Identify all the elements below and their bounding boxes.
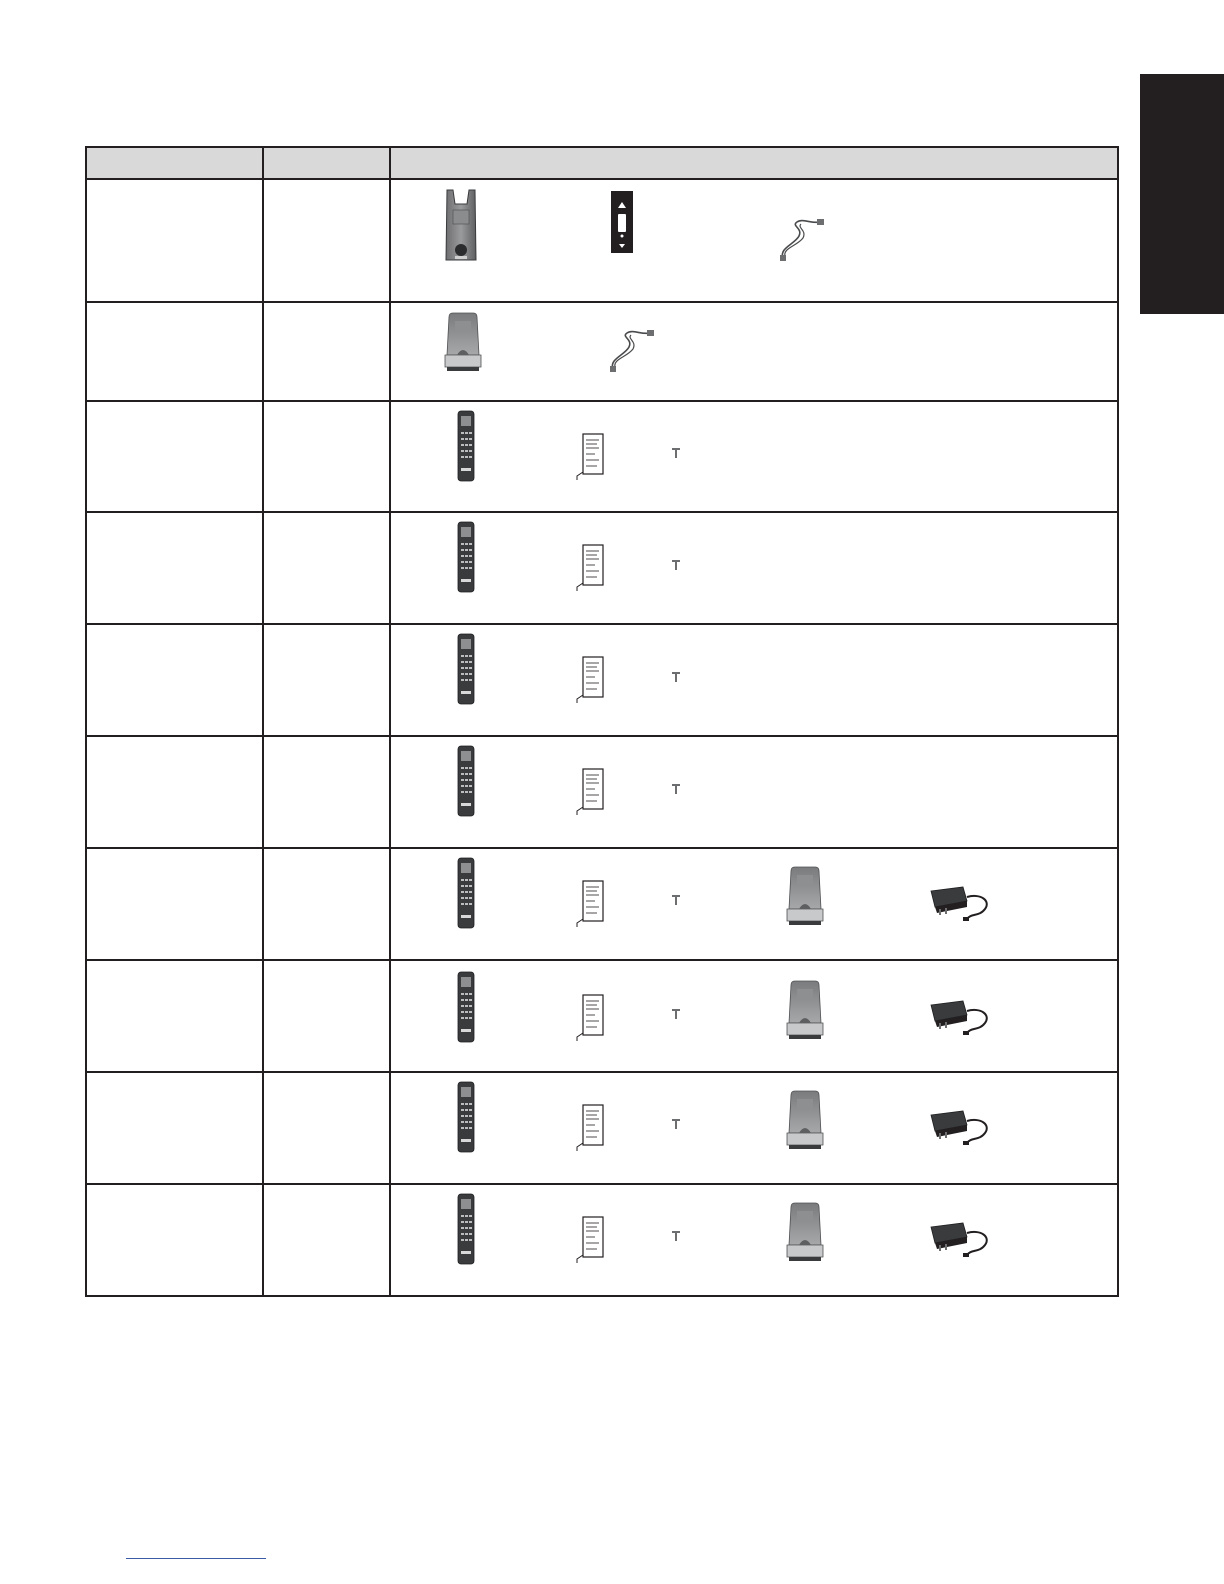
battery-pack-icon	[573, 1103, 607, 1153]
ac-adapter-icon	[927, 1219, 993, 1259]
charger-cradle-icon	[785, 979, 825, 1041]
parts-cell	[390, 736, 1118, 848]
model-cell	[86, 1184, 263, 1296]
model-cell	[86, 624, 263, 736]
quantity-cell	[263, 401, 390, 512]
table-row	[86, 302, 1118, 401]
parts-cell	[390, 179, 1118, 302]
section-side-tab	[1140, 74, 1224, 314]
phone-cord-icon	[607, 329, 657, 373]
battery-pack-icon	[573, 767, 607, 817]
cordless-handset-icon	[457, 1081, 475, 1153]
cordless-handset-icon	[457, 633, 475, 705]
quantity-cell	[263, 1072, 390, 1184]
belt-clip-icon	[671, 558, 681, 572]
quantity-cell	[263, 960, 390, 1072]
charger-cradle-icon	[785, 1089, 825, 1151]
quantity-cell	[263, 1184, 390, 1296]
belt-clip-icon	[671, 1229, 681, 1243]
table-row	[86, 1184, 1118, 1296]
quantity-cell	[263, 179, 390, 302]
cordless-handset-icon	[457, 857, 475, 929]
quantity-cell	[263, 512, 390, 624]
cordless-handset-icon	[457, 1193, 475, 1265]
cordless-handset-icon	[457, 971, 475, 1043]
battery-pack-icon	[573, 879, 607, 929]
table-row	[86, 512, 1118, 624]
phone-cord-icon	[777, 218, 827, 262]
battery-pack-icon	[573, 655, 607, 705]
charger-cradle-icon	[785, 865, 825, 927]
charger-cradle-icon	[785, 1201, 825, 1263]
table-row	[86, 848, 1118, 960]
table-row	[86, 736, 1118, 848]
cordless-handset-icon	[457, 521, 475, 593]
parts-cell	[390, 401, 1118, 512]
cordless-handset-icon	[457, 410, 475, 482]
quantity-cell	[263, 302, 390, 401]
table-row	[86, 1072, 1118, 1184]
ac-adapter-icon	[927, 1107, 993, 1147]
parts-cell	[390, 1184, 1118, 1296]
wall-mount-bracket-icon	[610, 190, 634, 254]
belt-clip-icon	[671, 1117, 681, 1131]
table-header-row	[86, 147, 1118, 179]
wall-base-cradle-icon	[443, 188, 479, 264]
cordless-handset-icon	[457, 745, 475, 817]
quantity-cell	[263, 848, 390, 960]
battery-pack-icon	[573, 432, 607, 482]
battery-pack-icon	[573, 993, 607, 1043]
model-cell	[86, 302, 263, 401]
quantity-cell	[263, 624, 390, 736]
belt-clip-icon	[671, 670, 681, 684]
header-parts	[390, 147, 1118, 179]
parts-cell	[390, 1072, 1118, 1184]
table-row	[86, 960, 1118, 1072]
parts-cell	[390, 848, 1118, 960]
quantity-cell	[263, 736, 390, 848]
ac-adapter-icon	[927, 997, 993, 1037]
desk-charger-cradle-icon	[443, 311, 483, 373]
model-cell	[86, 512, 263, 624]
belt-clip-icon	[671, 1007, 681, 1021]
model-cell	[86, 179, 263, 302]
parts-cell	[390, 512, 1118, 624]
model-cell	[86, 848, 263, 960]
model-cell	[86, 401, 263, 512]
belt-clip-icon	[671, 782, 681, 796]
model-cell	[86, 960, 263, 1072]
header-model	[86, 147, 263, 179]
model-cell	[86, 1072, 263, 1184]
ac-adapter-icon	[927, 883, 993, 923]
battery-pack-icon	[573, 543, 607, 593]
belt-clip-icon	[671, 446, 681, 460]
header-quantity	[263, 147, 390, 179]
table-row	[86, 179, 1118, 302]
table-row	[86, 624, 1118, 736]
package-contents-table	[85, 146, 1119, 1297]
battery-pack-icon	[573, 1215, 607, 1265]
parts-cell	[390, 624, 1118, 736]
table-row	[86, 401, 1118, 512]
footnote-rule	[126, 1558, 266, 1559]
belt-clip-icon	[671, 893, 681, 907]
parts-cell	[390, 302, 1118, 401]
parts-cell	[390, 960, 1118, 1072]
model-cell	[86, 736, 263, 848]
